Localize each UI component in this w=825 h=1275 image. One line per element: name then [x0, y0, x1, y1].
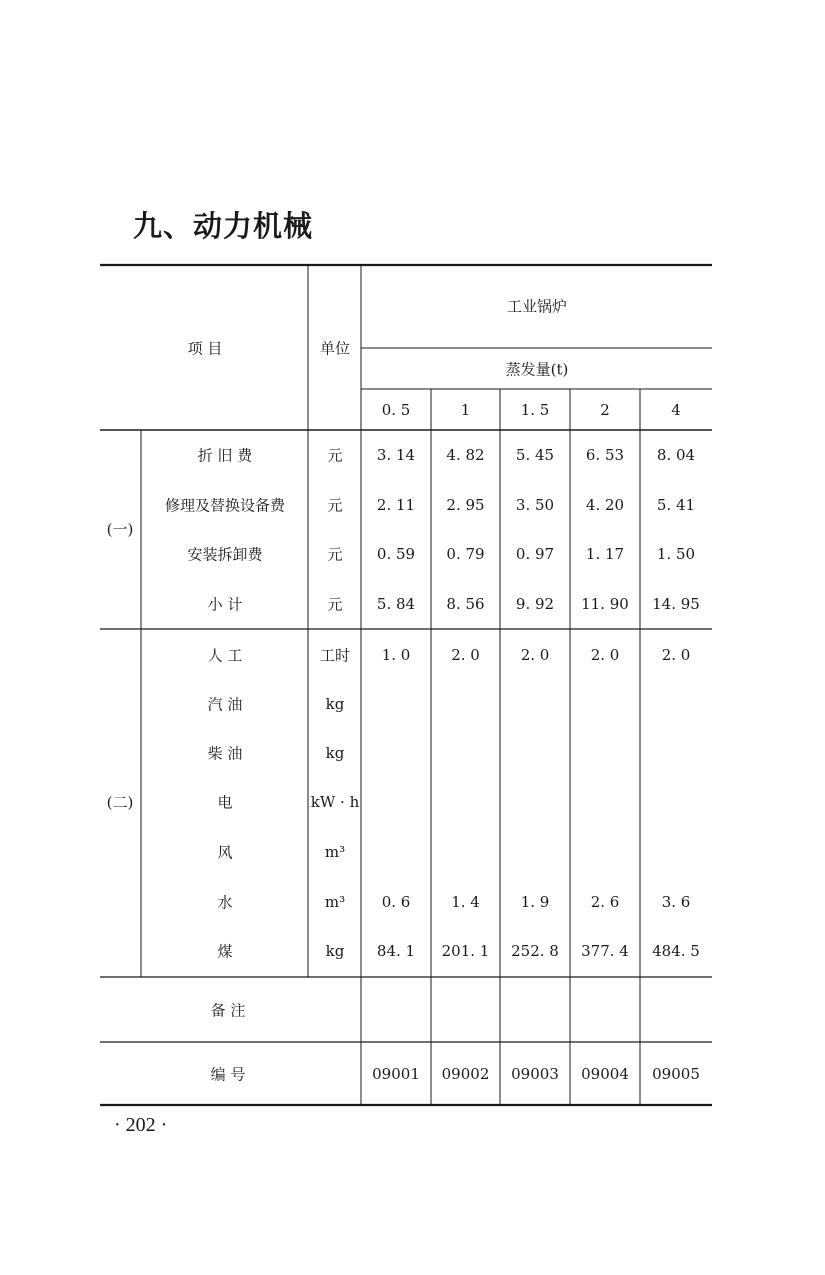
row-value: 2. 0: [661, 646, 691, 664]
row-value: 4. 20: [585, 496, 625, 514]
row-value: 2. 0: [590, 646, 620, 664]
code-value: 09004: [581, 1065, 629, 1083]
header-column: 1: [460, 401, 471, 419]
row-name: 风: [217, 843, 233, 862]
code-value: 09005: [652, 1065, 700, 1083]
row-unit: m³: [324, 893, 346, 911]
row-name: 电: [217, 793, 233, 812]
row-name: 折 旧 费: [197, 446, 253, 465]
row-name: 小 计: [207, 595, 243, 614]
header-column: 2: [600, 401, 610, 419]
row-value: 0. 79: [446, 545, 485, 563]
row-value: 0. 59: [376, 545, 416, 563]
row-value: 6. 53: [585, 446, 625, 464]
header-item: 项 目: [187, 339, 223, 358]
row-unit: kg: [325, 695, 345, 713]
page-number: · 202 ·: [114, 1114, 168, 1136]
group-label: (二): [106, 793, 134, 812]
row-name: 安装拆卸费: [187, 545, 263, 564]
row-value: 14. 95: [652, 595, 700, 613]
row-value: 8. 56: [446, 595, 485, 613]
row-value: 1. 4: [451, 893, 480, 911]
row-value: 3. 14: [376, 446, 416, 464]
header-column: 4: [671, 401, 681, 419]
code-value: 09001: [372, 1065, 420, 1083]
row-unit: kW · h: [310, 793, 360, 811]
row-value: 1. 9: [520, 893, 550, 911]
header-unit: 单位: [319, 339, 351, 358]
row-value: 2. 6: [590, 893, 620, 911]
row-unit: 元: [327, 545, 343, 564]
row-value: 1. 17: [585, 545, 625, 563]
row-value: 0. 6: [381, 893, 411, 911]
header-column: 0. 5: [381, 401, 411, 419]
row-value: 377. 4: [581, 942, 629, 960]
row-unit: m³: [324, 843, 346, 861]
row-value: 11. 90: [581, 595, 629, 613]
row-name: 人 工: [207, 646, 243, 665]
header-group: 工业锅炉: [506, 297, 568, 316]
row-name: 水: [217, 893, 233, 912]
row-value: 8. 04: [656, 446, 696, 464]
row-value: 2. 0: [451, 646, 480, 664]
group-label: (一): [106, 520, 134, 539]
row-value: 4. 82: [446, 446, 485, 464]
row-unit: 工时: [319, 646, 351, 665]
row-value: 3. 50: [515, 496, 555, 514]
row-value: 0. 97: [515, 545, 555, 563]
row-unit: kg: [325, 942, 345, 960]
row-unit: 元: [327, 595, 343, 614]
row-value: 5. 41: [656, 496, 696, 514]
header-column: 1. 5: [520, 401, 550, 419]
page-title: 九、动力机械: [133, 209, 314, 243]
row-value: 1. 50: [656, 545, 696, 563]
row-unit: kg: [325, 744, 345, 762]
row-value: 484. 5: [652, 942, 700, 960]
row-value: 5. 84: [376, 595, 416, 613]
row-value: 2. 0: [520, 646, 550, 664]
row-value: 252. 8: [511, 942, 559, 960]
header-parameter: 蒸发量(t): [505, 360, 569, 379]
row-value: 201. 1: [441, 942, 490, 960]
row-value: 84. 1: [376, 942, 416, 960]
code-value: 09002: [441, 1065, 490, 1083]
row-unit: 元: [327, 446, 343, 465]
code-value: 09003: [511, 1065, 559, 1083]
row-value: 3. 6: [661, 893, 691, 911]
remarks-label: 备 注: [210, 1001, 246, 1020]
row-value: 1. 0: [381, 646, 411, 664]
row-name: 修理及替换设备费: [164, 496, 286, 515]
row-name: 煤: [217, 942, 233, 961]
code-label: 编 号: [210, 1065, 246, 1084]
row-value: 5. 45: [515, 446, 555, 464]
row-value: 9. 92: [515, 595, 555, 613]
row-name: 柴 油: [207, 744, 243, 763]
row-unit: 元: [327, 496, 343, 515]
row-value: 2. 95: [446, 496, 485, 514]
row-value: 2. 11: [376, 496, 416, 514]
row-name: 汽 油: [207, 695, 243, 714]
